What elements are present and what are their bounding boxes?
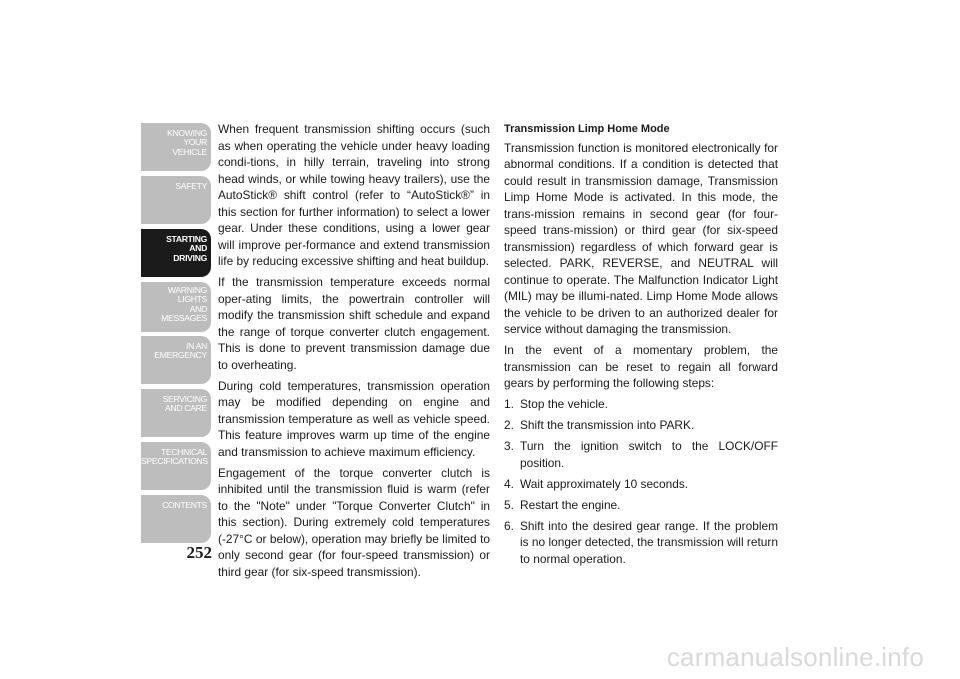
tab-technical-specifications[interactable]: TECHNICAL SPECIFICATIONS [141,442,211,490]
step-text: Restart the engine. [520,497,621,512]
step-text: Wait approximately 10 seconds. [520,476,689,491]
step-item [504,396,778,413]
right-text-column [504,121,778,572]
step-number: 6. [504,518,514,533]
step-item [504,438,778,471]
step-item [504,518,778,568]
paragraph: Transmission function is monitored electronically for abnormal conditions. If a condition is detected that could result in transmission damage, Transmission Limp Home Mode is activated. In this mode, the trans-mission remains in second gear (for four-speed trans-mission) or third gear (for six-speed transmission) regardless of which forward gear is selected. PARK, REVERSE, and NEUTRAL will continue to operate. The Malfunction Indicator Light (MIL) may be illumi-nated. Limp Home Mode allows the vehicle to be driven to an authorized dealer for service without damaging the transmission. [504,140,778,336]
paragraph: During cold temperatures, transmission operation may be modified depending on engine and transmission temperature as well as vehicle speed. This feature improves warm up time of the engine and transmission to achieve maximum efficiency. [218,378,490,459]
watermark: carmanualsonline.info [666,642,924,672]
tab-safety[interactable]: SAFETY [141,176,211,224]
step-number: 5. [504,497,514,512]
step-text: Stop the vehicle. [520,397,608,411]
paragraph: When frequent transmission shifting occurs (such as when operating the vehicle under heavy loading condi-tions, in hilly terrain, traveling into strong head winds, or while towing heavy trailers), use the AutoStick® shift control (refer to “AutoStick®” in this section for further information) to select a lower gear. Under these conditions, using a lower gear will improve per-formance and extend transmission life by reducing excessive shifting and heat buildup. [218,122,490,268]
step-text: Turn the ignition switch to the LOCK/OFF position. [520,439,778,470]
tab-starting-and-driving[interactable]: STARTING AND DRIVING [141,229,211,277]
step-item [504,417,778,434]
step-number: 4. [504,476,514,491]
tab-in-an-emergency[interactable]: IN AN EMERGENCY [141,336,211,384]
paragraph: In the event of a momentary problem, the transmission can be reset to regain all forward gears by performing the following steps: [504,343,778,390]
tab-knowing-your-vehicle[interactable]: KNOWING YOUR VEHICLE [141,123,211,171]
step-text: Shift into the desired gear range. If the problem is no longer detected, the transmission will return to normal operation. [520,518,778,566]
step-number: 2. [504,418,514,432]
step-item [504,476,778,493]
tab-servicing-and-care[interactable]: SERVICING AND CARE [141,389,211,437]
section-heading: Transmission Limp Home Mode [504,123,670,135]
step-text: Shift the transmission into PARK. [520,418,695,432]
left-text-column [218,121,490,585]
step-number: 3. [504,439,514,453]
paragraph: Engagement of the torque converter clutch is inhibited until the transmission fluid is warm (refer to the "Note" under "Torque Converter Clutch" in this section). During extremely cold temperatures (-27°C or below), operation may briefly be limited to only second gear (for four-speed transmission) or third gear (for six-speed transmission). [218,465,490,579]
tab-warning-lights-and-messages[interactable]: WARNING LIGHTS AND MESSAGES [141,282,211,332]
paragraph: If the transmission temperature exceeds normal oper-ating limits, the powertrain controller will modify the transmission shift schedule and expand the range of torque converter clutch engagement. This is done to prevent transmission damage due to overheating. [218,275,490,372]
step-number: 1. [504,397,514,411]
page-number: 252 [186,543,212,562]
tab-contents[interactable]: CONTENTS [141,495,211,543]
step-item [504,497,778,514]
